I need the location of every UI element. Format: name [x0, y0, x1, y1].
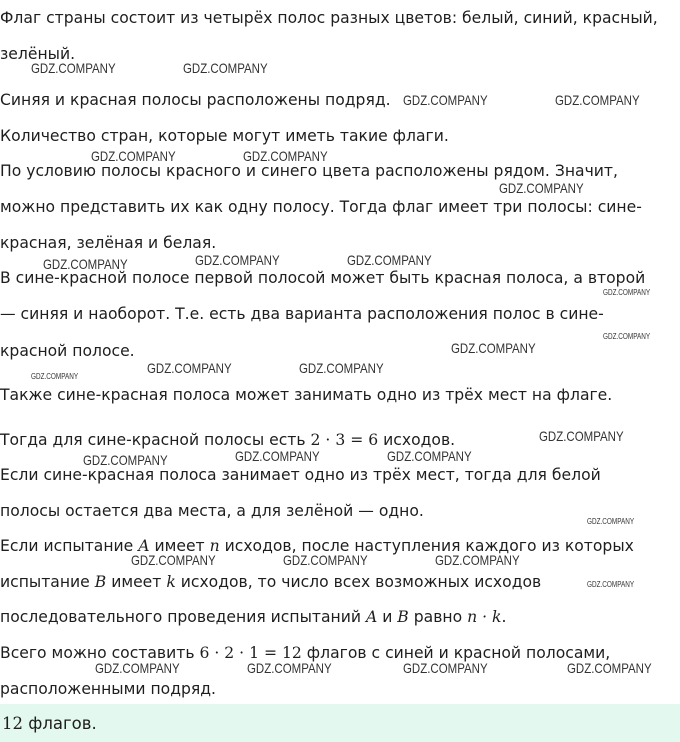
watermark: GDZ.COMPANY: [499, 180, 584, 196]
watermark: GDZ.COMPANY: [567, 660, 652, 676]
watermark: GDZ.COMPANY: [183, 60, 268, 76]
watermark: GDZ.COMPANY: [31, 372, 79, 381]
watermark: GDZ.COMPANY: [243, 148, 328, 164]
rule-text: исходов, то число всех возможных исходов: [180, 573, 542, 591]
rule-text: последовательного проведения испытаний: [0, 608, 361, 626]
text-line-10: красной полосе.: [0, 342, 135, 360]
math-var-a: A: [365, 608, 378, 626]
total-text: Всего можно составить: [0, 644, 195, 662]
watermark: GDZ.COMPANY: [299, 360, 384, 376]
answer-label: флагов.: [28, 714, 97, 733]
text-line-11: Также сине-красная полоса может занимать одно из трёх мест на флаге.: [0, 386, 613, 404]
math-period: .: [501, 608, 507, 626]
rule-text: имеет: [154, 537, 205, 555]
watermark: GDZ.COMPANY: [83, 452, 168, 468]
watermark: GDZ.COMPANY: [603, 332, 651, 341]
watermark: GDZ.COMPANY: [43, 256, 128, 272]
watermark: GDZ.COMPANY: [195, 252, 280, 268]
answer-box: [0, 704, 680, 742]
watermark: GDZ.COMPANY: [235, 448, 320, 464]
condition-line: Синяя и красная полосы расположены подряд.: [0, 91, 391, 109]
text-line-2: зелёный.: [0, 45, 76, 63]
watermark: GDZ.COMPANY: [347, 252, 432, 268]
math-var-k: k: [166, 573, 176, 591]
watermark: GDZ.COMPANY: [587, 580, 635, 589]
watermark: GDZ.COMPANY: [247, 660, 332, 676]
total-math: 6 · 2 · 1 = 12: [199, 644, 302, 662]
text-line-5: По условию полосы красного и синего цвета расположены рядом. Значит,: [0, 162, 618, 180]
text-line-6: можно представить их как одну полосу. Тогда флаг имеет три полосы: сине-: [0, 198, 642, 216]
math-var-n: n: [209, 537, 220, 555]
line-12-text-a: Тогда для сине-красной полосы есть: [0, 431, 306, 449]
rule-text: Если испытание: [0, 537, 134, 555]
line-12-text-b: исходов.: [383, 431, 456, 449]
rule-text: и: [382, 608, 393, 626]
line-12-math: 2 · 3 = 6: [310, 431, 379, 449]
text-line-7: красная, зелёная и белая.: [0, 234, 217, 252]
question-line: Количество стран, которые могут иметь такие флаги.: [0, 127, 449, 145]
watermark: GDZ.COMPANY: [451, 340, 536, 356]
watermark: GDZ.COMPANY: [435, 552, 520, 568]
rule-text: равно: [413, 608, 463, 626]
watermark: GDZ.COMPANY: [95, 660, 180, 676]
answer-text: [2, 714, 97, 734]
watermark: GDZ.COMPANY: [387, 448, 472, 464]
watermark: GDZ.COMPANY: [539, 428, 624, 444]
math-product: n · k: [467, 608, 502, 626]
rule-line-3: [0, 607, 506, 627]
text-line-14: полосы остается два места, а для зелёной — одно.: [0, 502, 424, 520]
watermark: GDZ.COMPANY: [587, 517, 635, 526]
watermark: GDZ.COMPANY: [147, 360, 232, 376]
total-line-2: расположенными подряд.: [0, 680, 217, 698]
rule-text: имеет: [111, 573, 162, 591]
text-line-1: Флаг страны состоит из четырёх полос разных цветов: белый, синий, красный,: [0, 9, 658, 27]
total-text: флагов с синей и красной полосами,: [306, 644, 611, 662]
answer-number: 12: [2, 714, 23, 733]
rule-line-2: [0, 572, 541, 592]
watermark: GDZ.COMPANY: [403, 92, 488, 108]
text-line-8: В сине-красной полосе первой полосой может быть красная полоса, а второй: [0, 269, 646, 287]
math-var-a: A: [138, 537, 150, 555]
text-line-9: — синяя и наоборот. Т.е. есть два варианта расположения полос в сине-: [0, 305, 604, 323]
math-var-b: B: [397, 608, 409, 626]
rule-text: испытание: [0, 573, 90, 591]
watermark: GDZ.COMPANY: [403, 660, 488, 676]
text-line-13: Если сине-красная полоса занимает одно из трёх мест, тогда для белой: [0, 466, 601, 484]
rule-text: исходов, после наступления каждого из которых: [224, 537, 634, 555]
text-line-12: [0, 430, 455, 450]
watermark: GDZ.COMPANY: [283, 552, 368, 568]
watermark: GDZ.COMPANY: [603, 288, 651, 297]
watermark: GDZ.COMPANY: [31, 60, 116, 76]
math-var-b: B: [94, 573, 107, 591]
watermark: GDZ.COMPANY: [91, 148, 176, 164]
watermark: GDZ.COMPANY: [131, 552, 216, 568]
watermark: GDZ.COMPANY: [555, 92, 640, 108]
